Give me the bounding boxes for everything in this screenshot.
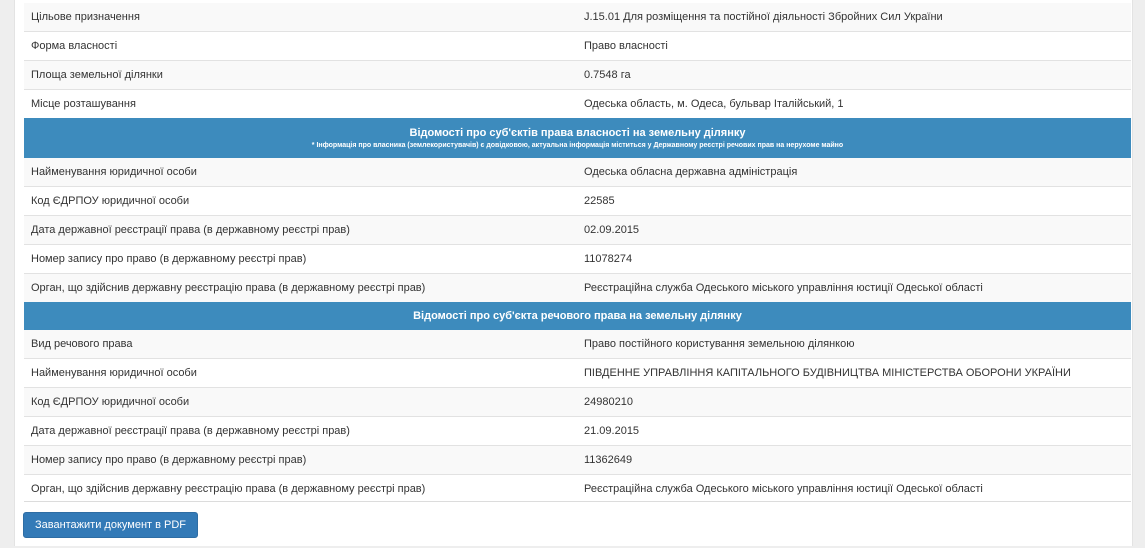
row-value: 24980210 [584,396,633,408]
table-row [24,215,1131,244]
row-value: Одеська обласна державна адміністрація [584,166,798,178]
table-row [24,60,1131,89]
table-row [24,3,1131,31]
download-pdf-button[interactable]: Завантажити документ в PDF [23,512,198,538]
info-table [24,3,1131,503]
owner-section-title: Відомості про суб'єктів права власності на земельну ділянку [409,127,746,139]
cadastral-info-panel [14,0,1133,546]
row-value: 21.09.2015 [584,425,640,437]
divider [24,501,1131,502]
table-row [24,474,1131,503]
table-row [24,416,1131,445]
row-label: Вид речового права [31,338,133,350]
row-value: 22585 [584,195,615,207]
row-label: Цільове призначення [31,11,140,23]
rights-section-title: Відомості про суб'єкта речового права на земельну ділянку [413,310,742,322]
row-value: Одеська область, м. Одеса, бульвар Італійський, 1 [584,98,844,110]
row-value: Реєстраційна служба Одеського міського управління юстиції Одеської області [584,483,983,495]
table-row [24,31,1131,60]
row-value: 11362649 [584,454,633,466]
row-label: Номер запису про право (в державному реєстрі прав) [31,454,307,466]
row-label: Площа земельної ділянки [31,69,163,81]
row-label: Найменування юридичної особи [31,166,197,178]
table-row [24,358,1131,387]
row-value: ПІВДЕННЕ УПРАВЛІННЯ КАПІТАЛЬНОГО БУДІВНИЦТВА МІНІСТЕРСТВА ОБОРОНИ УКРАЇНИ [584,367,1071,379]
table-row [24,330,1131,358]
table-row [24,445,1131,474]
row-value: J.15.01 Для розміщення та постійної діяльності Збройних Сил України [584,11,943,23]
table-row [24,244,1131,273]
owner-section-header [24,118,1131,158]
table-row [24,89,1131,118]
row-label: Код ЄДРПОУ юридичної особи [31,396,190,408]
row-label: Дата державної реєстрації права (в державному реєстрі прав) [31,224,350,236]
row-label: Орган, що здійснив державну реєстрацію права (в державному реєстрі прав) [31,483,426,495]
row-value: 02.09.2015 [584,224,640,236]
rights-section-header [24,302,1131,330]
row-label: Найменування юридичної особи [31,367,197,379]
row-label: Форма власності [31,40,118,52]
row-label: Номер запису про право (в державному реєстрі прав) [31,253,307,265]
row-label: Код ЄДРПОУ юридичної особи [31,195,190,207]
table-row [24,186,1131,215]
row-value: 11078274 [584,253,633,265]
table-row [24,273,1131,302]
table-row [24,387,1131,416]
row-value: Право постійного користування земельною ділянкою [584,338,855,350]
table-row [24,158,1131,186]
row-value: 0.7548 га [584,69,631,81]
row-value: Реєстраційна служба Одеського міського управління юстиції Одеської області [584,282,983,294]
owner-section-note: * Інформація про власника (землекористувачів) є довідковою, актуальна інформація міститься у Державному реєстрі речових прав на нерухоме майно [311,142,844,149]
row-value: Право власності [584,40,668,52]
row-label: Місце розташування [31,98,136,110]
row-label: Орган, що здійснив державну реєстрацію права (в державному реєстрі прав) [31,282,426,294]
row-label: Дата державної реєстрації права (в державному реєстрі прав) [31,425,350,437]
